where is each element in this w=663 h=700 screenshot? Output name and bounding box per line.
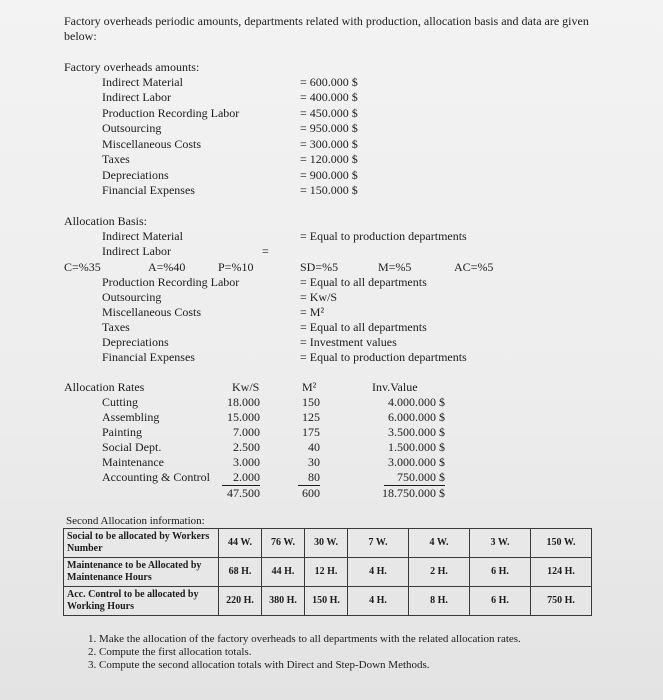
rate-m2: 80 bbox=[298, 470, 320, 486]
table-row bbox=[64, 587, 592, 616]
rate-inv: 1.500.000 $ bbox=[388, 440, 445, 454]
table-cell: 150 H. bbox=[305, 587, 348, 616]
overhead-amount: = 950.000 $ bbox=[300, 121, 358, 135]
rate-dept: Cutting bbox=[102, 395, 139, 409]
rate-inv: 3.000.000 $ bbox=[388, 455, 445, 469]
basis-label: Miscellaneous Costs bbox=[102, 305, 201, 319]
table-cell: 8 H. bbox=[409, 587, 470, 616]
table-cell: 68 H. bbox=[219, 558, 262, 587]
table-cell: 6 H. bbox=[470, 587, 531, 616]
overhead-label: Miscellaneous Costs bbox=[102, 137, 201, 151]
second-allocation-table bbox=[63, 528, 592, 616]
overhead-amount: = 400.000 $ bbox=[300, 90, 358, 104]
rate-total-m2: 600 bbox=[302, 486, 320, 500]
question-item: 3. Compute the second allocation totals with Direct and Step-Down Methods. bbox=[88, 659, 430, 671]
rate-inv: 6.000.000 $ bbox=[388, 410, 445, 424]
overhead-amount: = 150.000 $ bbox=[300, 183, 358, 197]
overhead-label: Indirect Labor bbox=[102, 90, 171, 104]
table-cell: 44 H. bbox=[262, 558, 305, 587]
overhead-label: Depreciations bbox=[102, 168, 169, 182]
table-cell: 6 H. bbox=[470, 558, 531, 587]
overhead-label: Indirect Material bbox=[102, 75, 183, 89]
rate-dept: Painting bbox=[102, 425, 143, 439]
table-row bbox=[64, 529, 592, 558]
rates-col-m2: M² bbox=[302, 380, 317, 394]
table-row bbox=[64, 558, 592, 587]
table-cell: 4 H. bbox=[348, 558, 409, 587]
table-cell: 30 W. bbox=[305, 529, 348, 558]
table-cell: 7 W. bbox=[348, 529, 409, 558]
basis-label: Production Recording Labor bbox=[102, 275, 240, 289]
questions-list bbox=[88, 633, 521, 672]
rate-dept: Social Dept. bbox=[102, 440, 162, 454]
basis-value: = Equal to production departments bbox=[300, 229, 467, 243]
table-cell: 750 H. bbox=[531, 587, 592, 616]
question-item: 2. Compute the first allocation totals. bbox=[88, 646, 252, 658]
rate-kw: 18.000 bbox=[227, 395, 260, 409]
rate-m2: 40 bbox=[308, 440, 320, 454]
basis-value: = Equal to all departments bbox=[300, 275, 427, 289]
intro-text: Factory overheads periodic amounts, departments related with production, allocation basis and data are given below: bbox=[64, 14, 589, 43]
overhead-amount: = 600.000 $ bbox=[300, 75, 358, 89]
pct-c: C=%35 bbox=[64, 260, 101, 274]
basis-value: = Equal to production departments bbox=[300, 350, 467, 364]
table-cell: 124 H. bbox=[531, 558, 592, 587]
basis-label: Indirect Labor bbox=[102, 244, 171, 258]
row-label: Maintenance to be Allocated by Maintenance Hours bbox=[64, 558, 219, 587]
rate-inv: 4.000.000 $ bbox=[388, 395, 445, 409]
overhead-amount: = 450.000 $ bbox=[300, 106, 358, 120]
basis-eq: = bbox=[262, 244, 269, 258]
second-heading: Second Allocation information: bbox=[66, 515, 205, 527]
table-cell: 76 W. bbox=[262, 529, 305, 558]
rate-total-inv: 18.750.000 $ bbox=[382, 486, 445, 500]
basis-value: = Equal to all departments bbox=[300, 320, 427, 334]
table-cell: 3 W. bbox=[470, 529, 531, 558]
overhead-label: Outsourcing bbox=[102, 121, 162, 135]
basis-value: = Investment values bbox=[300, 335, 397, 349]
overhead-label: Production Recording Labor bbox=[102, 106, 240, 120]
rate-kw: 2.000 bbox=[222, 470, 260, 486]
rate-kw: 15.000 bbox=[227, 410, 260, 424]
basis-value: = Kw/S bbox=[300, 290, 338, 304]
rate-kw: 7.000 bbox=[233, 425, 260, 439]
table-cell: 12 H. bbox=[305, 558, 348, 587]
basis-label: Outsourcing bbox=[102, 290, 162, 304]
pct-p: P=%10 bbox=[218, 260, 254, 274]
row-label: Social to be allocated by Workers Number bbox=[64, 529, 219, 558]
overhead-amount: = 900.000 $ bbox=[300, 168, 358, 182]
rate-total-kw: 47.500 bbox=[227, 486, 260, 500]
table-cell: 150 W. bbox=[531, 529, 592, 558]
rate-m2: 175 bbox=[302, 425, 320, 439]
rate-kw: 3.000 bbox=[233, 455, 260, 469]
overhead-label: Financial Expenses bbox=[102, 183, 195, 197]
basis-heading: Allocation Basis: bbox=[64, 214, 147, 228]
rate-inv: 3.500.000 $ bbox=[388, 425, 445, 439]
overhead-amount: = 120.000 $ bbox=[300, 152, 358, 166]
rates-heading: Allocation Rates bbox=[64, 380, 145, 394]
table-cell: 2 H. bbox=[409, 558, 470, 587]
rate-m2: 30 bbox=[308, 455, 320, 469]
basis-label: Indirect Material bbox=[102, 229, 183, 243]
table-cell: 220 H. bbox=[219, 587, 262, 616]
rates-col-kw: Kw/S bbox=[232, 380, 260, 394]
row-label: Acc. Control to be allocated by Working Hours bbox=[64, 587, 219, 616]
overheads-heading: Factory overheads amounts: bbox=[64, 60, 200, 74]
rate-m2: 125 bbox=[302, 410, 320, 424]
table-cell: 4 W. bbox=[409, 529, 470, 558]
rate-dept: Accounting & Control bbox=[102, 470, 210, 484]
pct-a: A=%40 bbox=[148, 260, 186, 274]
basis-value: = M² bbox=[300, 305, 325, 319]
table-cell: 44 W. bbox=[219, 529, 262, 558]
rate-dept: Assembling bbox=[102, 410, 160, 424]
pct-ac: AC=%5 bbox=[454, 260, 494, 274]
basis-label: Taxes bbox=[102, 320, 130, 334]
table-cell: 380 H. bbox=[262, 587, 305, 616]
overhead-label: Taxes bbox=[102, 152, 130, 166]
basis-label: Financial Expenses bbox=[102, 350, 195, 364]
rate-m2: 150 bbox=[302, 395, 320, 409]
overhead-amount: = 300.000 $ bbox=[300, 137, 358, 151]
table-cell: 4 H. bbox=[348, 587, 409, 616]
pct-m: M=%5 bbox=[378, 260, 412, 274]
rate-inv: 750.000 $ bbox=[384, 470, 445, 486]
rates-col-inv: Inv.Value bbox=[372, 380, 418, 394]
question-item: 1. Make the allocation of the factory overheads to all departments with the related allocation rates. bbox=[88, 633, 521, 645]
basis-label: Depreciations bbox=[102, 335, 169, 349]
rate-dept: Maintenance bbox=[102, 455, 164, 469]
pct-sd: SD=%5 bbox=[300, 260, 339, 274]
rate-kw: 2.500 bbox=[233, 440, 260, 454]
